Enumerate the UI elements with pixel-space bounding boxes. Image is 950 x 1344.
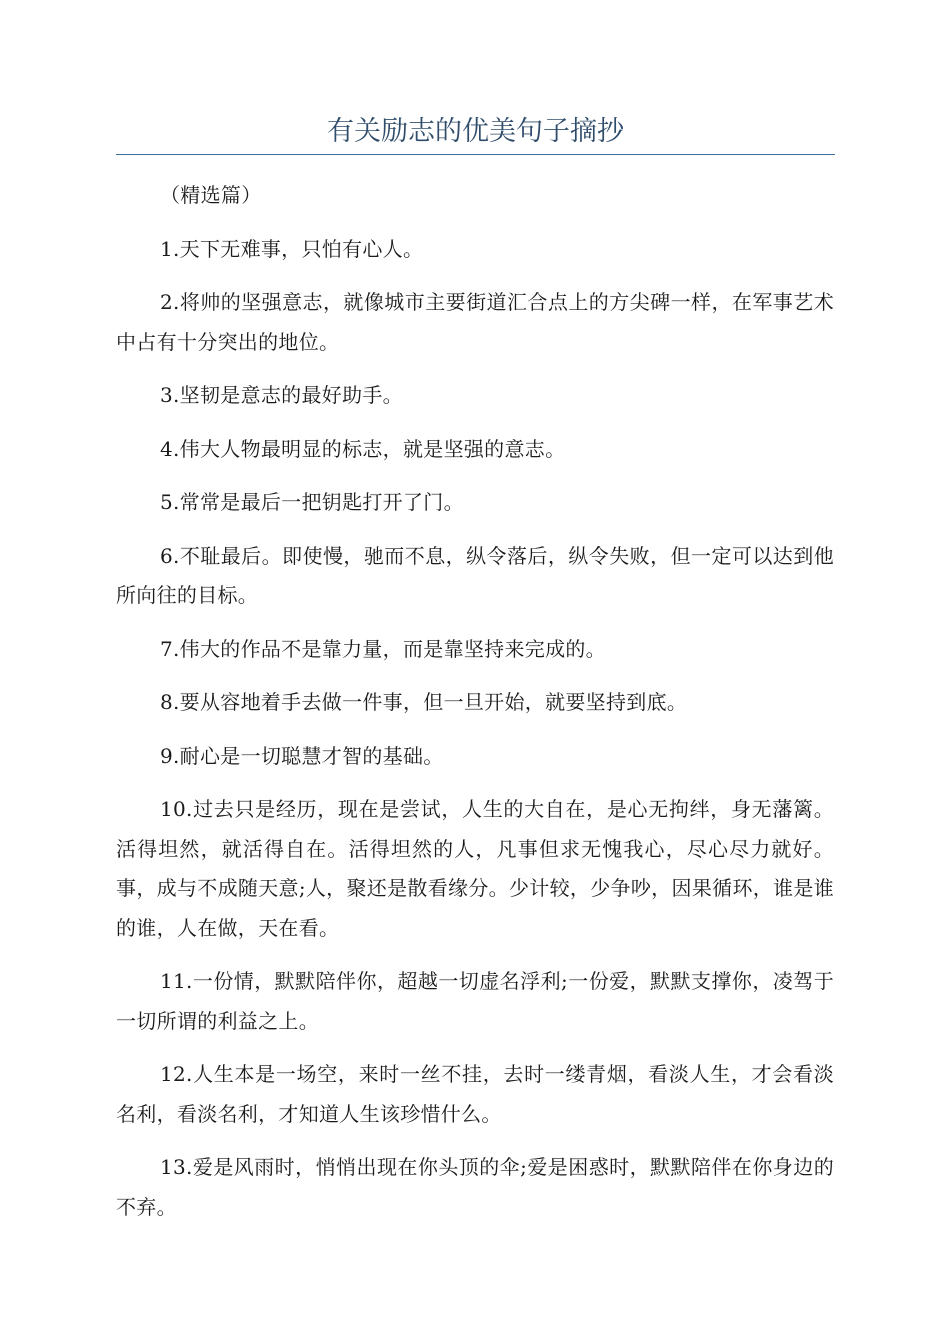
- paragraph-5: 5.常常是最后一把钥匙打开了门。: [160, 490, 464, 514]
- paragraph-1: 1.天下无难事，只怕有心人。: [160, 236, 424, 261]
- paragraph-9: 9.耐心是一切聪慧才智的基础。: [160, 743, 444, 768]
- paragraph-10: 10.过去只是经历，现在是尝试，人生的大自在，是心无拘绊，身无藩篱。活得坦然，就活得自在。活得坦然的人，凡事但求无愧我心，尽心尽力就好。事，成与不成随天意;人，聚还是散看缘分。少计较，少争吵，因果循环，谁是谁的谁，人在做，天在看。: [116, 797, 834, 940]
- paragraph-11: 11.一份情，默默陪伴你，超越一切虚名浮利;一份爱，默默支撑你，凌驾于一切所谓的利益之上。: [116, 969, 834, 1033]
- paragraph-6: 6.不耻最后。即使慢，驰而不息，纵令落后，纵令失败，但一定可以达到他所向往的目标。: [116, 543, 834, 607]
- document-title: 有关励志的优美句子摘抄: [327, 116, 624, 147]
- paragraph-13: 13.爱是风雨时，悄悄出现在你头顶的伞;爱是困惑时，默默陪伴在你身边的不弃。: [116, 1155, 834, 1219]
- paragraph-4: 4.伟大人物最明显的标志，就是坚强的意志。: [160, 436, 566, 461]
- paragraph-7: 7.伟大的作品不是靠力量，而是靠坚持来完成的。: [160, 636, 606, 661]
- paragraph-12: 12.人生本是一场空，来时一丝不挂，去时一缕青烟，看淡人生，才会看淡名利，看淡名利，才知道人生该珍惜什么。: [116, 1062, 834, 1126]
- paragraph-8: 8.要从容地着手去做一件事，但一旦开始，就要坚持到底。: [160, 690, 688, 714]
- document-body: [116, 176, 834, 1241]
- paragraph-subtitle: （精选篇）: [160, 183, 262, 207]
- paragraph-2: 2.将帅的坚强意志，就像城市主要街道汇合点上的方尖碑一样，在军事艺术中占有十分突出的地位。: [116, 290, 834, 354]
- title-underline: [116, 154, 835, 155]
- paragraph-3: 3.坚韧是意志的最好助手。: [160, 383, 403, 407]
